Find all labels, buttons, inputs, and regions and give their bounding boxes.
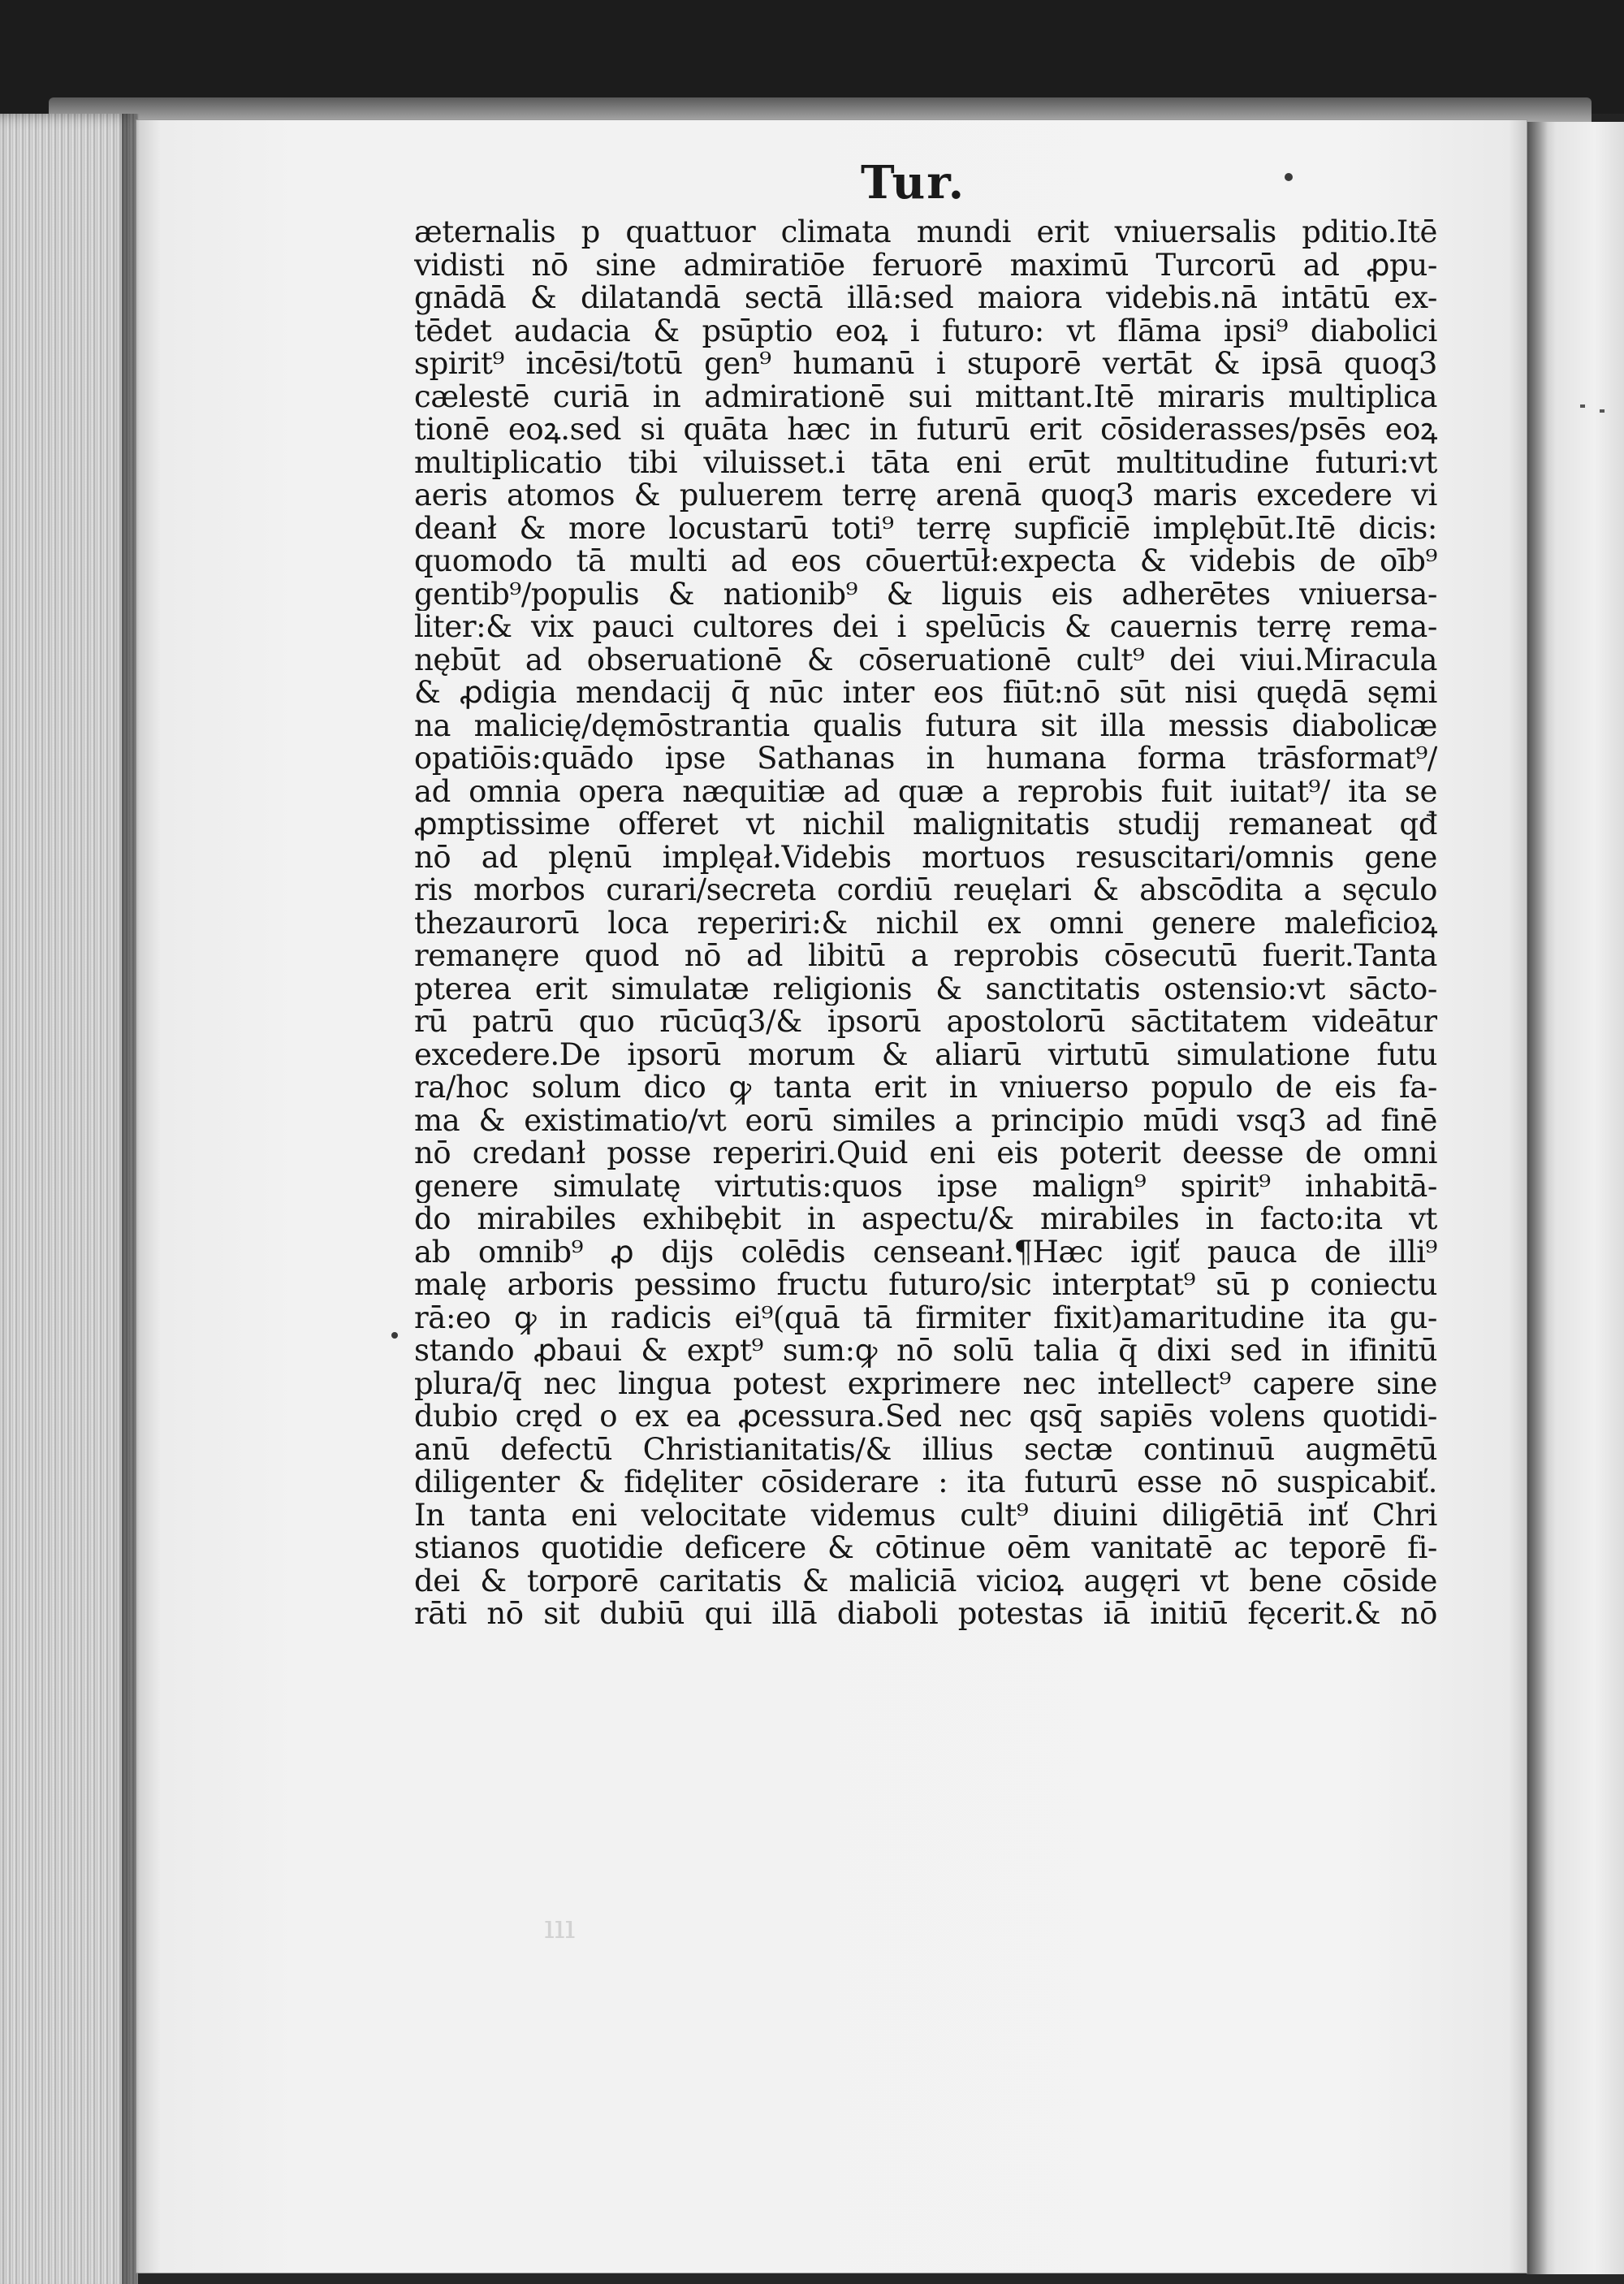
- text-line: genere simulatę virtutis:quos ipse malign⁹ spirit⁹ inhabitā-: [414, 1170, 1437, 1203]
- backdrop: [0, 0, 1624, 114]
- text-line: aeris atomos & puluerem terrę arenā quoq3 maris excedere vi: [414, 479, 1437, 513]
- text-line: gentib⁹/populis & nationib⁹ & liguis eis adherētes vniuersa-: [414, 577, 1437, 611]
- text-line: rū patrū quo rūcūq3/& ipsorū apostolorū sāctitatem videātur: [414, 1006, 1437, 1039]
- book-page-edges: [0, 114, 138, 2284]
- text-line: ris morbos curari/secreta cordiū reuęlari & abscōdita a sęculo: [414, 874, 1437, 907]
- text-line: do mirabiles exhibębit in aspectu/& mirabiles in facto:ita vt: [414, 1203, 1437, 1236]
- text-line: nō credanł posse reperiri.Quid eni eis poterit deesse de omni: [414, 1137, 1437, 1170]
- text-line: ma & existimatio/vt eorū similes a principio mūdi vsq3 ad finē: [414, 1104, 1437, 1137]
- margin-speck: [1600, 409, 1605, 413]
- text-line: ad omnia opera næquitiæ ad quæ a reprobis fuit iuitat⁹/ ita se: [414, 775, 1437, 808]
- text-line: liter:& vix pauci cultores dei i spelūcis & cauernis terrę rema-: [414, 611, 1437, 644]
- text-line: thezaurorū loca reperiri:& nichil ex omni genere maleficioꝝ: [414, 906, 1437, 940]
- show-through-mark: ııı: [544, 1909, 576, 1946]
- text-line: nębūt ad obseruationē & cōseruationē cult⁹ dei viui.Miracula: [414, 643, 1437, 677]
- text-line: tionē eoꝝ.sed si quāta hæc in futurū erit cōsiderasses/psēs eoꝝ: [414, 413, 1437, 447]
- text-line: & ꝓdigia mendacij q̄ nūc inter eos fiūt:nō sūt nisi quędā sęmi: [414, 677, 1437, 710]
- text-line: diligenter & fidęliter cōsiderare : ita futurū esse nō suspicabiť.: [414, 1466, 1437, 1499]
- text-line: stando ꝓbaui & expt⁹ sum:ꝙ nō solū talia q̄ dixi sed in ifinitū: [414, 1334, 1437, 1368]
- text-line: stianos quotidie deficere & cōtinue oēm vanitatē ac teporē fi-: [414, 1532, 1437, 1565]
- body-text: [414, 216, 1437, 1631]
- text-line: ab omnib⁹ ꝓ dijs colēdis censeanł.¶Hæc igiť pauca de illi⁹: [414, 1235, 1437, 1269]
- text-line: plura/q̄ nec lingua potest exprimere nec intellect⁹ capere sine: [414, 1367, 1437, 1400]
- text-line: quomodo tā multi ad eos cōuertūł:expecta & videbis de oīb⁹: [414, 545, 1437, 578]
- text-line: cælestē curiā in admirationē sui mittant.Itē miraris multiplica: [414, 380, 1437, 413]
- text-line: dei & torporē caritatis & maliciā vicioꝝ augęri vt bene cōside: [414, 1564, 1437, 1598]
- text-line: malę arboris pessimo fructu futuro/sic interptat⁹ sū p coniectu: [414, 1269, 1437, 1302]
- page-edge-shadow: [122, 114, 140, 2284]
- ink-speck: [391, 1332, 398, 1339]
- text-line: gnādā & dilatandā sectā illā:sed maiora videbis.nā intātū ex-: [414, 282, 1437, 315]
- text-line: In tanta eni velocitate videmus cult⁹ diuini diligētiā inť Chri: [414, 1499, 1437, 1532]
- margin-speck: [1580, 404, 1585, 408]
- text-line: vidisti nō sine admiratiōe feruorē maximū Turcorū ad ꝓpu-: [414, 249, 1437, 282]
- text-line: ꝓmptissime offeret vt nichil malignitatis studij remaneat qđ: [414, 808, 1437, 841]
- gutter-shadow: [1527, 122, 1548, 2274]
- text-line: na malicię/dęmōstrantia qualis futura sit illa messis diabolicæ: [414, 709, 1437, 742]
- text-line: rā:eo ꝙ in radicis ei⁹(quā tā firmiter fixit)amaritudine ita gu-: [414, 1301, 1437, 1334]
- text-line: æternalis p quattuor climata mundi erit vniuersalis pditio.Itē: [414, 216, 1437, 249]
- text-line: multiplicatio tibi viluisset.i tāta eni erūt multitudine futuri:vt: [414, 446, 1437, 479]
- text-line: pterea erit simulatæ religionis & sanctitatis ostensio:vt sācto-: [414, 972, 1437, 1006]
- text-line: nō ad plęnū implęał.Videbis mortuos resuscitari/omnis gene: [414, 841, 1437, 874]
- text-line: deanł & more locustarū toti⁹ terrę supficiē implębūt.Itē dicis:: [414, 512, 1437, 545]
- text-line: opatiōis:quādo ipse Sathanas in humana forma trāsformat⁹/: [414, 742, 1437, 776]
- text-line: excedere.De ipsorū morum & aliarū virtutū simulatione futu: [414, 1038, 1437, 1071]
- text-line: spirit⁹ incēsi/totū gen⁹ humanū i stuporē vertāt & ipsā quoq3: [414, 348, 1437, 381]
- text-line: rāti nō sit dubiū qui illā diaboli potestas iā initiū fęcerit.& nō: [414, 1598, 1437, 1631]
- text-line: dubio cręd o ex ea ꝓcessura.Sed nec qsq̄ sapiēs volens quotidi-: [414, 1400, 1437, 1434]
- ink-speck: [1285, 173, 1293, 181]
- running-head: Tur.: [861, 156, 966, 210]
- text-line: anū defectū Christianitatis/& illius sectæ continuū augmētū: [414, 1433, 1437, 1466]
- text-line: tēdet audacia & psūptio eoꝝ i futuro: vt flāma ipsi⁹ diabolici: [414, 314, 1437, 348]
- text-line: remanęre quod nō ad libitū a reprobis cōsecutū fuerit.Tanta: [414, 940, 1437, 973]
- text-line: ra/hoc solum dico ꝙ tanta erit in vniuerso populo de eis fa-: [414, 1071, 1437, 1105]
